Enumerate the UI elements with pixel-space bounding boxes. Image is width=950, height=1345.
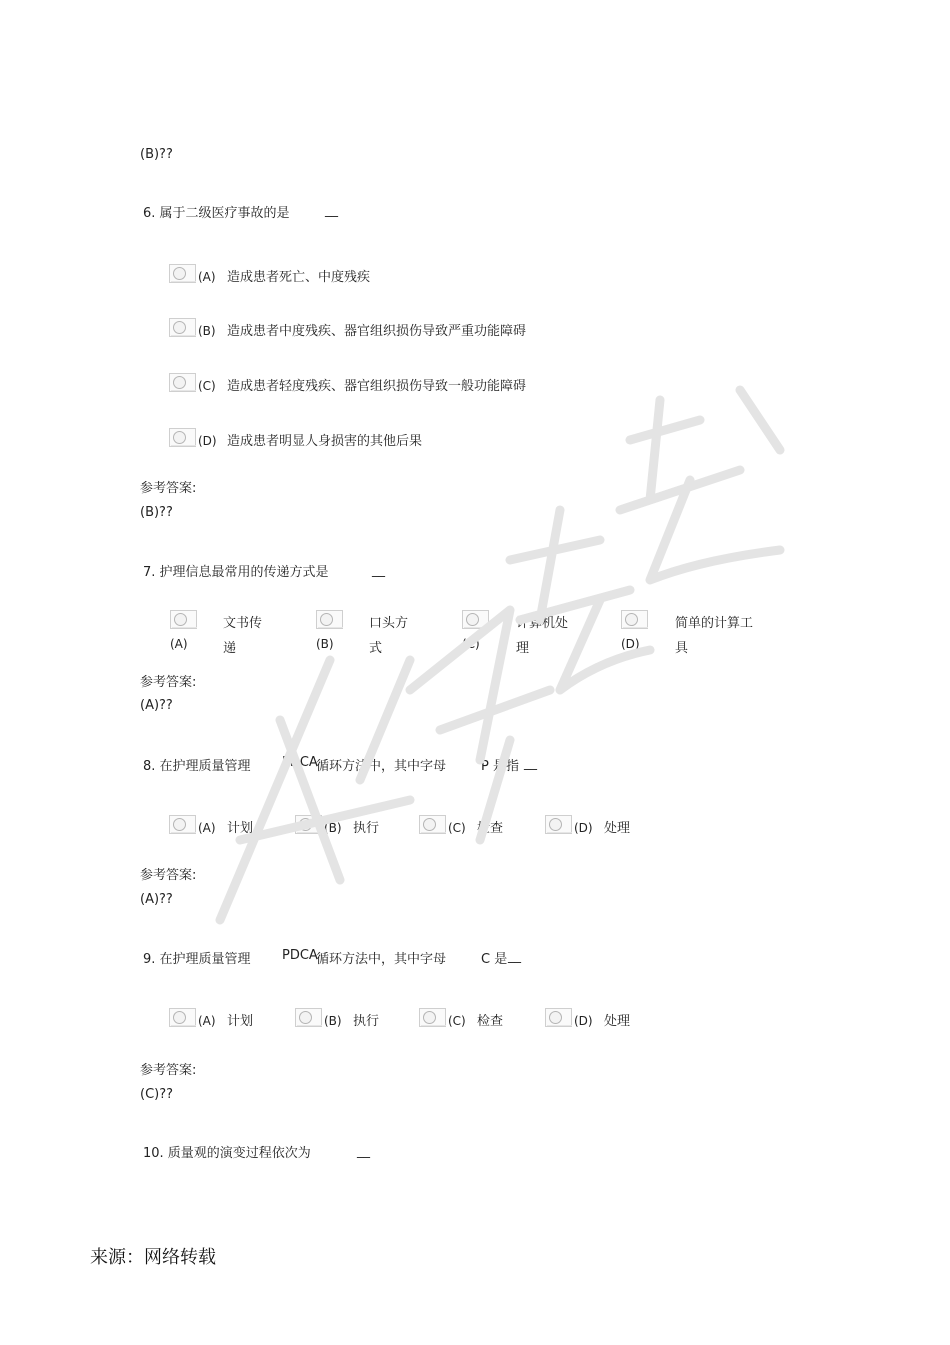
q8-option-b-letter: (B) bbox=[324, 821, 342, 835]
question-9-text-letter: C 是 bbox=[481, 952, 508, 967]
q8-option-d-letter: (D) bbox=[574, 821, 593, 835]
q7-option-a-radio[interactable] bbox=[170, 610, 197, 629]
q6-option-d-radio[interactable] bbox=[169, 428, 196, 447]
question-7-blank: __ bbox=[372, 563, 385, 578]
q6-option-d-letter: (D) bbox=[198, 434, 217, 448]
q7-option-a-letter: (A) bbox=[170, 637, 188, 651]
q9-option-a-letter: (A) bbox=[198, 1014, 216, 1028]
question-8-text-prefix: 8. 在护理质量管理 bbox=[143, 759, 251, 774]
q9-option-a-text: 计划 bbox=[227, 1014, 254, 1029]
q8-option-d-radio[interactable] bbox=[545, 815, 572, 834]
q8-option-b-text: 执行 bbox=[353, 821, 380, 836]
q9-option-a-radio[interactable] bbox=[169, 1008, 196, 1027]
q7-option-a-line2: 递 bbox=[223, 641, 237, 656]
source-footer: 来源：网络转载 bbox=[90, 1247, 216, 1268]
q9-option-c-text: 检查 bbox=[477, 1014, 504, 1029]
q9-answer-label: 参考答案: bbox=[140, 1063, 197, 1078]
q6-option-d-text: 造成患者明显人身损害的其他后果 bbox=[227, 434, 423, 449]
q8-option-a-text: 计划 bbox=[227, 821, 254, 836]
question-7-text: 7. 护理信息最常用的传递方式是 bbox=[143, 565, 329, 580]
q6-option-a-radio[interactable] bbox=[169, 264, 196, 283]
q6-option-a-text: 造成患者死亡、中度残疾 bbox=[227, 270, 371, 285]
question-10-blank: __ bbox=[357, 1144, 370, 1159]
q8-option-c-radio[interactable] bbox=[419, 815, 446, 834]
question-9-text-middle: 循环方法中，其中字母 bbox=[316, 952, 447, 967]
q6-option-b-text: 造成患者中度残疾、器官组织损伤导致严重功能障碍 bbox=[227, 324, 527, 339]
question-10-text: 10. 质量观的演变过程依次为 bbox=[143, 1146, 311, 1161]
q7-option-d-line2: 具 bbox=[675, 641, 689, 656]
question-9-pdca: PDCA bbox=[282, 948, 318, 963]
watermark-graphic bbox=[180, 360, 820, 960]
q6-option-b-radio[interactable] bbox=[169, 318, 196, 337]
q9-option-d-radio[interactable] bbox=[545, 1008, 572, 1027]
q7-option-c-line1: 计算机处 bbox=[516, 616, 569, 631]
q8-option-a-radio[interactable] bbox=[169, 815, 196, 834]
q7-answer-label: 参考答案: bbox=[140, 675, 197, 690]
question-8-text-letter: P 是指 bbox=[481, 759, 519, 774]
q9-option-d-text: 处理 bbox=[604, 1014, 631, 1029]
q7-option-c-letter: (C) bbox=[462, 637, 480, 651]
q6-answer: (B)?? bbox=[140, 505, 173, 520]
question-6-text: 6. 属于二级医疗事故的是 bbox=[143, 206, 290, 221]
q6-option-a-letter: (A) bbox=[198, 270, 216, 284]
q9-option-b-text: 执行 bbox=[353, 1014, 380, 1029]
q7-option-c-line2: 理 bbox=[516, 641, 530, 656]
question-6-blank: __ bbox=[325, 203, 338, 218]
q7-option-c-radio[interactable] bbox=[462, 610, 489, 629]
q8-option-c-text: 检查 bbox=[477, 821, 504, 836]
question-9-blank: __ bbox=[508, 949, 521, 964]
q7-option-b-line1: 口头方 bbox=[369, 616, 409, 631]
question-8-pdca: PDCA bbox=[282, 755, 318, 770]
question-8-text-middle: 循环方法中，其中字母 bbox=[316, 759, 447, 774]
q8-option-d-text: 处理 bbox=[604, 821, 631, 836]
q7-option-d-radio[interactable] bbox=[621, 610, 648, 629]
q8-option-c-letter: (C) bbox=[448, 821, 466, 835]
q7-option-b-line2: 式 bbox=[369, 641, 383, 656]
q6-option-c-letter: (C) bbox=[198, 379, 216, 393]
q9-option-d-letter: (D) bbox=[574, 1014, 593, 1028]
q6-answer-label: 参考答案: bbox=[140, 481, 197, 496]
q8-option-b-radio[interactable] bbox=[295, 815, 322, 834]
q7-answer: (A)?? bbox=[140, 698, 173, 713]
question-9-text-prefix: 9. 在护理质量管理 bbox=[143, 952, 251, 967]
q6-option-b-letter: (B) bbox=[198, 324, 216, 338]
q8-answer-label: 参考答案: bbox=[140, 868, 197, 883]
q8-answer: (A)?? bbox=[140, 892, 173, 907]
q7-option-b-letter: (B) bbox=[316, 637, 334, 651]
q7-option-a-line1: 文书传 bbox=[223, 616, 263, 631]
q8-option-a-letter: (A) bbox=[198, 821, 216, 835]
q9-option-b-radio[interactable] bbox=[295, 1008, 322, 1027]
q6-option-c-radio[interactable] bbox=[169, 373, 196, 392]
previous-answer: (B)?? bbox=[140, 147, 173, 162]
q9-option-c-radio[interactable] bbox=[419, 1008, 446, 1027]
q7-option-d-line1: 简单的计算工 bbox=[675, 616, 754, 631]
q7-option-b-radio[interactable] bbox=[316, 610, 343, 629]
q7-option-d-letter: (D) bbox=[621, 637, 640, 651]
q6-option-c-text: 造成患者轻度残疾、器官组织损伤导致一般功能障碍 bbox=[227, 379, 527, 394]
q9-option-c-letter: (C) bbox=[448, 1014, 466, 1028]
q9-answer: (C)?? bbox=[140, 1087, 174, 1102]
q9-option-b-letter: (B) bbox=[324, 1014, 342, 1028]
question-8-blank: __ bbox=[524, 756, 537, 771]
